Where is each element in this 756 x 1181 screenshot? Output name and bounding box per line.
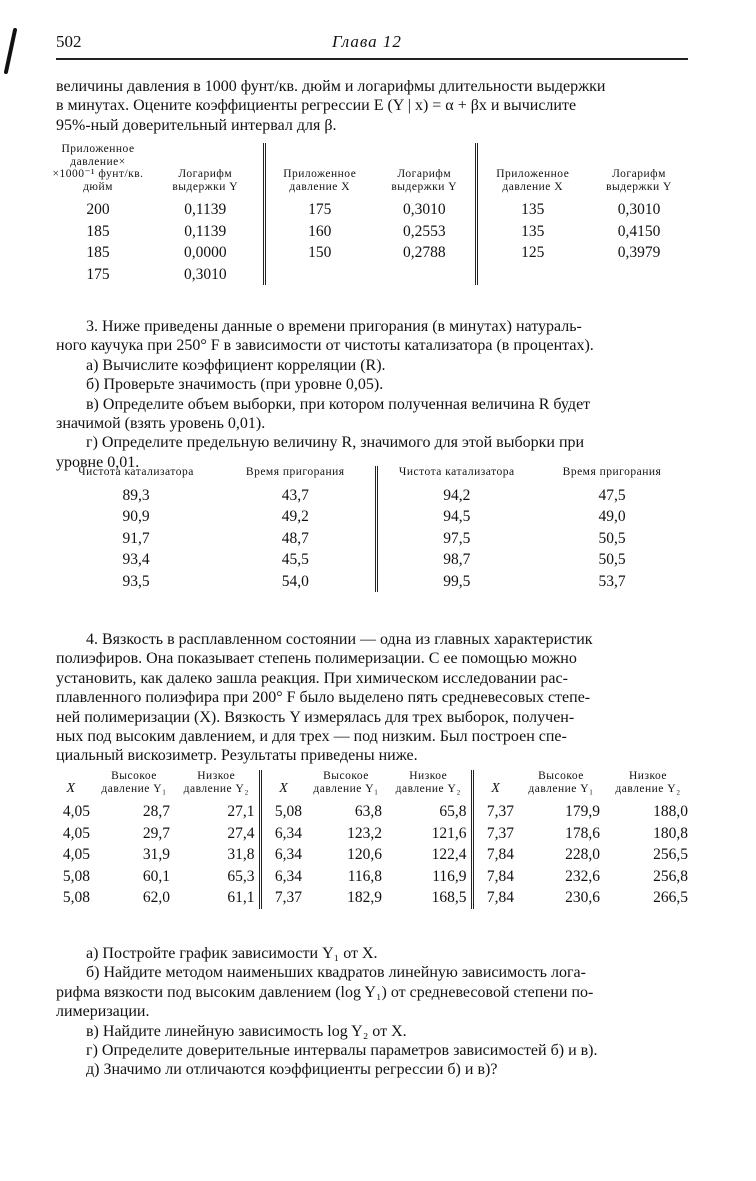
table-cell: 0,3979 [617, 244, 661, 261]
table-row [56, 549, 688, 571]
text-line: значимой (взять уровень 0,01). [56, 415, 266, 433]
table-cell: 48,7 [281, 529, 309, 547]
text-line: б) Найдите методом наименьших квадратов линейную зависимость лога- [86, 964, 586, 982]
table-cell: 266,5 [653, 889, 688, 906]
table-header-row [48, 770, 692, 801]
table-cell: 53,7 [598, 572, 626, 590]
pen-mark-icon [2, 28, 20, 74]
table-cell: 60,1 [142, 867, 170, 885]
table-cell: 5,08 [260, 801, 306, 823]
table-cell: 31,9 [142, 846, 170, 863]
page-header [56, 32, 688, 56]
table-cell: 4,05 [62, 846, 90, 863]
catalyst-table [56, 466, 688, 592]
table-cell: 91,7 [122, 529, 150, 547]
table-cell [374, 264, 476, 286]
table-row [48, 844, 692, 866]
table-cell: 27,4 [227, 824, 255, 842]
column-header: Низкое давление Y₂ [395, 770, 461, 795]
table-cell: 175 [264, 199, 374, 221]
table-cell: 180,8 [653, 824, 688, 842]
table-cell: 4,05 [62, 803, 90, 820]
table-cell: 135 [476, 199, 588, 221]
table-cell: 7,84 [472, 887, 518, 909]
table-cell: 125 [476, 242, 588, 264]
table-cell: 7,37 [260, 887, 306, 909]
table-cell: 160 [264, 221, 374, 243]
column-header: Логарифм выдержки Y [606, 168, 672, 193]
table-cell: 121,6 [431, 824, 467, 842]
table-cell: 0,1139 [184, 222, 227, 240]
table-row [48, 801, 692, 823]
table-cell: 0,0000 [183, 244, 227, 261]
table-cell: 94,2 [376, 485, 536, 507]
column-header: X [472, 770, 518, 801]
running-title: Глава 12 [332, 32, 402, 51]
table-cell: 135 [476, 221, 588, 243]
table-cell: 61,1 [227, 889, 255, 906]
text-line: ных под высоким давлением, и для трех — под низким. Был построен спе- [56, 728, 567, 746]
table-cell: 49,0 [598, 508, 626, 525]
text-line: лимеризации. [56, 1003, 150, 1021]
table-cell [476, 264, 588, 286]
table-cell: 168,5 [431, 889, 467, 906]
table-cell: 45,5 [281, 551, 309, 568]
intro-paragraph [56, 77, 688, 135]
table-cell [588, 264, 690, 286]
column-header: Чистота катализатора [78, 466, 194, 478]
table-cell: 47,5 [598, 486, 626, 504]
table-cell: 0,3010 [183, 265, 227, 283]
table-row [48, 823, 692, 845]
table-header-row [56, 466, 688, 485]
table-row [56, 506, 688, 528]
table-row [48, 221, 690, 243]
table-cell: 99,5 [376, 571, 536, 593]
table-cell: 54,0 [281, 572, 309, 590]
table-cell [264, 264, 374, 286]
text-line: б) Проверьте значимость (при уровне 0,05). [86, 376, 384, 394]
text-line: а) Вычислите коэффициент корреляции (R). [86, 356, 386, 374]
table-cell: 230,6 [565, 889, 600, 906]
table-cell: 50,5 [598, 551, 626, 568]
column-header: Логарифм выдержки Y [172, 168, 239, 193]
table-cell: 0,4150 [617, 222, 661, 240]
text-line: в минутах. Оцените коэффициенты регрессии E (Y | x) = α + βx и вычислите [56, 97, 577, 115]
text-line: величины давления в 1000 фунт/кв. дюйм и логарифмы длительности выдержки [56, 78, 606, 95]
column-header: Высокое давление Y₁ [101, 770, 167, 795]
table-cell: 63,8 [354, 803, 382, 820]
problem-3-text [56, 317, 688, 472]
text-line: 4. Вязкость в расплавленном состоянии — одна из главных характеристик [86, 631, 593, 648]
table-row [48, 199, 690, 221]
table-row [48, 264, 690, 286]
table-cell: 49,2 [281, 508, 309, 525]
table-row [56, 571, 688, 593]
text-line: ней полимеризации (X). Вязкость Y измерялась для трех выборок, получен- [56, 708, 575, 726]
table-cell: 7,84 [472, 844, 518, 866]
table-row [56, 528, 688, 550]
text-line: плавленного полиэфира при 200° F было выделено пять средневесовых степе- [56, 689, 591, 707]
table-cell: 94,5 [376, 506, 536, 528]
table-cell: 122,4 [431, 846, 467, 863]
table-cell: 123,2 [347, 824, 382, 842]
table-cell: 28,7 [142, 803, 170, 820]
text-line: рифма вязкости под высоким давлением (log Y₁) от средневесовой степени по- [56, 983, 594, 1001]
table-row [48, 242, 690, 264]
table-row [48, 866, 692, 888]
table-cell: 120,6 [347, 846, 382, 863]
table-cell: 0,3010 [402, 201, 446, 218]
text-line: установить, как далеко зашла реакция. При химическом исследовании рас- [56, 669, 568, 687]
table-cell: 90,9 [122, 508, 150, 525]
table-cell: 256,8 [653, 867, 688, 885]
table-cell: 89,3 [122, 486, 150, 504]
table-cell: 65,3 [227, 867, 255, 885]
column-header: Приложенное давление X [476, 143, 588, 199]
table-row [48, 887, 692, 909]
column-header: Высокое давление Y₁ [528, 770, 594, 795]
column-header: X [260, 770, 306, 801]
text-line: 3. Ниже приведены данные о времени пригорания (в минутах) натураль- [86, 318, 582, 335]
table-cell: 31,8 [227, 846, 255, 863]
column-header: Чистота катализатора [376, 466, 536, 485]
problem-4-tasks [56, 944, 688, 1080]
table-cell: 185 [86, 222, 110, 240]
table-cell: 6,34 [260, 823, 306, 845]
page-number: 502 [56, 32, 82, 51]
table-cell: 179,9 [565, 803, 600, 820]
table-cell: 0,2553 [402, 222, 446, 240]
table-cell: 228,0 [565, 846, 600, 863]
table-cell: 232,6 [565, 867, 600, 885]
column-header: Низкое давление Y₂ [615, 770, 681, 795]
column-header: X [66, 780, 76, 796]
column-header: Приложенное давление× ×1000⁻¹ фунт/кв. дюйм [52, 143, 144, 193]
table-cell: 7,37 [472, 801, 518, 823]
table-cell: 50,5 [598, 529, 626, 547]
table-cell: 93,5 [122, 572, 150, 590]
text-line: в) Найдите линейную зависимость log Y₂ от X. [86, 1022, 407, 1040]
table-cell: 178,6 [565, 824, 600, 842]
table-cell: 116,8 [347, 867, 382, 885]
table-cell: 97,5 [376, 528, 536, 550]
table-cell: 175 [86, 265, 110, 283]
table-row [56, 485, 688, 507]
table-cell: 6,34 [260, 866, 306, 888]
text-line: 95%-ный доверительный интервал для β. [56, 116, 337, 134]
table-cell: 188,0 [653, 803, 688, 820]
text-line: в) Определите объем выборки, при котором полученная величина R будет [86, 395, 591, 413]
text-line: циальный вискозиметр. Результаты приведены ниже. [56, 747, 418, 765]
table-cell: 7,37 [472, 823, 518, 845]
table-cell: 29,7 [142, 824, 170, 842]
text-line: ного каучука при 250° F в зависимости от чистоты катализатора (в процентах). [56, 337, 594, 355]
table-cell: 0,1139 [184, 201, 227, 218]
header-rule [56, 58, 688, 60]
table-cell: 93,4 [122, 551, 150, 568]
table-cell: 256,5 [653, 846, 688, 863]
table-cell: 65,8 [439, 803, 467, 820]
text-line: д) Значимо ли отличаются коэффициенты регрессии б) и в)? [86, 1061, 498, 1079]
column-header: Время пригорания [245, 466, 345, 478]
column-header: Время пригорания [562, 466, 662, 478]
column-header: Высокое давление Y₁ [313, 770, 379, 795]
table-cell: 5,08 [62, 889, 90, 906]
table-cell: 0,2788 [402, 244, 446, 261]
table-cell: 0,3010 [617, 201, 661, 218]
table-header-row [48, 143, 690, 199]
table-cell: 62,0 [142, 889, 170, 906]
pressure-log-table [48, 143, 690, 285]
table-cell: 7,84 [472, 866, 518, 888]
table-cell: 6,34 [260, 844, 306, 866]
problem-4-text [56, 630, 688, 766]
table-cell: 150 [264, 242, 374, 264]
table-cell: 200 [86, 201, 110, 218]
text-line: г) Определите доверительные интервалы параметров зависимостей б) и в). [86, 1042, 598, 1060]
table-cell: 116,9 [432, 867, 467, 885]
text-line: а) Постройте график зависимости Y₁ от X. [86, 945, 378, 962]
table-cell: 98,7 [376, 549, 536, 571]
table-cell: 182,9 [347, 889, 382, 906]
text-line: уровне 0,01. [56, 453, 140, 471]
table-cell: 5,08 [62, 867, 90, 885]
text-line: г) Определите предельную величину R, значимого для этой выборки при [86, 434, 585, 452]
column-header: Приложенное давление X [264, 143, 374, 199]
table-cell: 27,1 [227, 803, 255, 820]
column-header: Логарифм выдержки Y [391, 168, 458, 193]
table-cell: 4,05 [62, 824, 90, 842]
viscosity-table [48, 770, 692, 909]
text-line: полиэфиров. Она показывает степень полимеризации. С ее помощью можно [56, 650, 577, 668]
table-cell: 43,7 [281, 486, 309, 504]
column-header: Низкое давление Y₂ [183, 770, 249, 795]
table-cell: 185 [86, 244, 110, 261]
